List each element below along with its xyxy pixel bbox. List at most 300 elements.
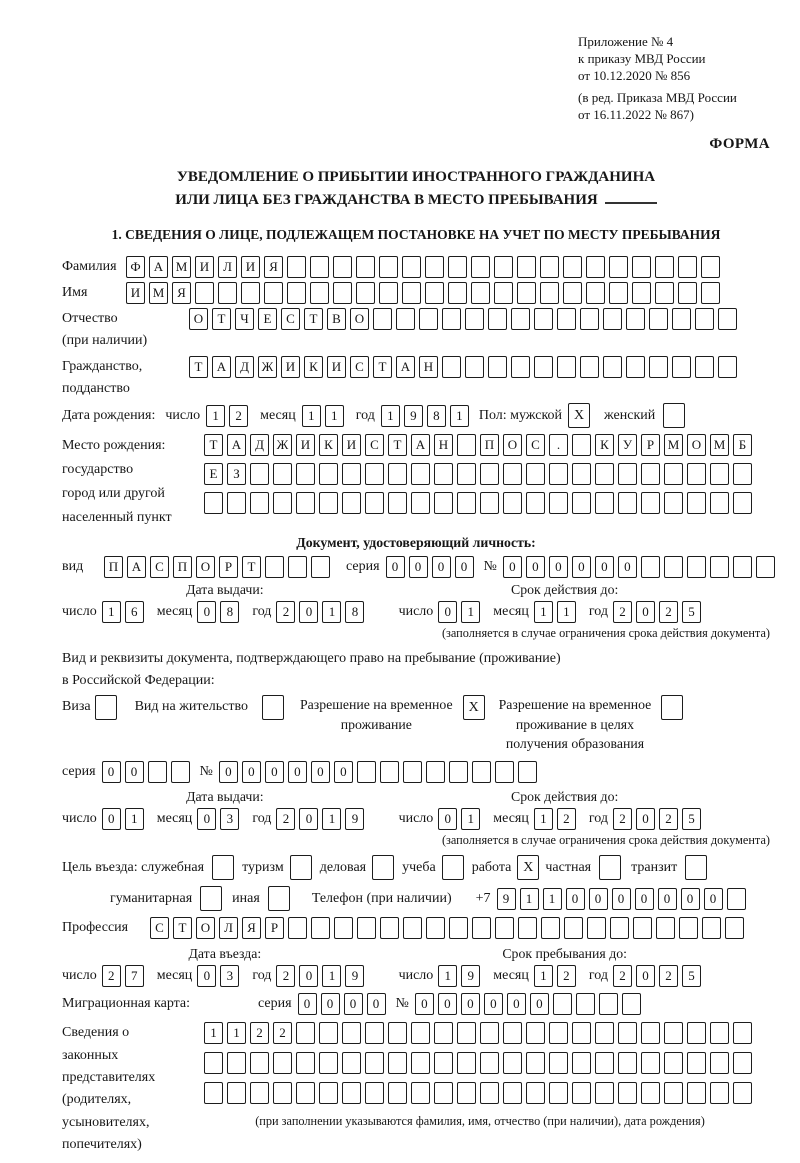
char-cell[interactable] [287,282,306,304]
char-cell[interactable] [319,492,338,514]
char-cell[interactable] [356,282,375,304]
char-cell[interactable] [204,1052,223,1074]
char-cell[interactable] [687,1022,706,1044]
char-cell[interactable]: У [618,434,637,456]
char-cell[interactable] [365,463,384,485]
char-cell[interactable] [411,1082,430,1104]
char-cell[interactable] [403,917,422,939]
char-cell[interactable]: Т [242,556,261,578]
char-cell[interactable] [195,282,214,304]
char-cell[interactable] [411,1052,430,1074]
char-cell[interactable]: 1 [461,601,480,623]
char-cell[interactable] [457,492,476,514]
char-cell[interactable] [549,1082,568,1104]
char-cell[interactable]: Т [173,917,192,939]
purpose-transit-checkbox[interactable] [685,855,707,880]
char-cell[interactable]: 2 [102,965,121,987]
char-cell[interactable]: 0 [102,808,121,830]
char-cell[interactable]: 9 [345,965,364,987]
char-cell[interactable] [411,1022,430,1044]
char-cell[interactable] [710,1082,729,1104]
char-cell[interactable]: 1 [322,601,341,623]
char-cell[interactable] [342,1082,361,1104]
char-cell[interactable] [357,761,376,783]
char-cell[interactable] [632,256,651,278]
char-cell[interactable] [403,761,422,783]
char-cell[interactable] [373,308,392,330]
char-cell[interactable] [365,1052,384,1074]
char-cell[interactable] [580,356,599,378]
female-checkbox[interactable] [663,403,685,428]
char-cell[interactable] [695,308,714,330]
char-cell[interactable]: 0 [242,761,261,783]
char-cell[interactable] [434,1082,453,1104]
char-cell[interactable]: 2 [613,601,632,623]
char-cell[interactable] [503,1082,522,1104]
char-cell[interactable] [287,256,306,278]
char-cell[interactable] [334,917,353,939]
char-cell[interactable]: 5 [682,965,701,987]
char-cell[interactable] [632,282,651,304]
char-cell[interactable] [572,1082,591,1104]
char-cell[interactable]: 1 [206,405,225,427]
char-cell[interactable]: 1 [534,601,553,623]
char-cell[interactable] [595,1052,614,1074]
char-cell[interactable]: А [149,256,168,278]
char-cell[interactable]: 0 [549,556,568,578]
char-cell[interactable] [549,492,568,514]
char-cell[interactable] [402,282,421,304]
char-cell[interactable] [553,993,572,1015]
char-cell[interactable] [518,761,537,783]
char-cell[interactable] [541,917,560,939]
char-cell[interactable] [664,492,683,514]
char-cell[interactable]: С [150,917,169,939]
char-cell[interactable]: 1 [325,405,344,427]
purpose-other-checkbox[interactable] [268,886,290,911]
char-cell[interactable] [557,308,576,330]
char-cell[interactable]: И [342,434,361,456]
char-cell[interactable] [250,1052,269,1074]
char-cell[interactable]: 1 [450,405,469,427]
char-cell[interactable]: Н [434,434,453,456]
char-cell[interactable] [310,282,329,304]
char-cell[interactable]: Р [641,434,660,456]
char-cell[interactable] [296,1082,315,1104]
char-cell[interactable] [319,1052,338,1074]
char-cell[interactable] [471,256,490,278]
char-cell[interactable] [664,463,683,485]
char-cell[interactable] [365,492,384,514]
char-cell[interactable] [572,492,591,514]
char-cell[interactable]: 8 [345,601,364,623]
char-cell[interactable]: О [503,434,522,456]
char-cell[interactable] [273,1082,292,1104]
char-cell[interactable] [517,256,536,278]
char-cell[interactable]: 0 [299,965,318,987]
char-cell[interactable] [480,492,499,514]
char-cell[interactable] [725,917,744,939]
char-cell[interactable] [710,556,729,578]
char-cell[interactable] [622,993,641,1015]
char-cell[interactable]: Т [212,308,231,330]
char-cell[interactable] [595,1022,614,1044]
char-cell[interactable]: 1 [543,888,562,910]
char-cell[interactable]: 2 [250,1022,269,1044]
char-cell[interactable] [678,282,697,304]
char-cell[interactable] [273,492,292,514]
char-cell[interactable]: 3 [220,808,239,830]
char-cell[interactable] [518,917,537,939]
char-cell[interactable] [618,1082,637,1104]
char-cell[interactable] [595,492,614,514]
char-cell[interactable] [649,356,668,378]
char-cell[interactable] [655,256,674,278]
char-cell[interactable] [457,434,476,456]
char-cell[interactable]: 0 [636,808,655,830]
char-cell[interactable] [586,256,605,278]
char-cell[interactable] [641,463,660,485]
char-cell[interactable] [264,282,283,304]
char-cell[interactable] [457,463,476,485]
char-cell[interactable] [204,1082,223,1104]
char-cell[interactable] [641,1052,660,1074]
char-cell[interactable]: В [327,308,346,330]
char-cell[interactable] [288,917,307,939]
char-cell[interactable]: М [149,282,168,304]
char-cell[interactable] [342,463,361,485]
char-cell[interactable] [250,1082,269,1104]
char-cell[interactable] [610,917,629,939]
char-cell[interactable] [549,1052,568,1074]
char-cell[interactable] [342,1052,361,1074]
char-cell[interactable] [148,761,167,783]
char-cell[interactable]: 0 [595,556,614,578]
char-cell[interactable] [664,556,683,578]
char-cell[interactable]: С [150,556,169,578]
char-cell[interactable] [480,1082,499,1104]
char-cell[interactable]: К [595,434,614,456]
char-cell[interactable] [687,463,706,485]
char-cell[interactable] [465,356,484,378]
char-cell[interactable] [603,308,622,330]
char-cell[interactable]: 0 [125,761,144,783]
char-cell[interactable] [710,492,729,514]
char-cell[interactable]: 0 [503,556,522,578]
char-cell[interactable] [733,1022,752,1044]
char-cell[interactable] [756,556,775,578]
char-cell[interactable] [472,917,491,939]
char-cell[interactable] [587,917,606,939]
char-cell[interactable] [710,1052,729,1074]
char-cell[interactable]: 1 [204,1022,223,1044]
char-cell[interactable] [649,308,668,330]
char-cell[interactable]: Ф [126,256,145,278]
char-cell[interactable] [449,761,468,783]
char-cell[interactable] [701,282,720,304]
char-cell[interactable]: 0 [438,993,457,1015]
char-cell[interactable] [695,356,714,378]
char-cell[interactable] [388,1022,407,1044]
char-cell[interactable]: 0 [636,601,655,623]
char-cell[interactable]: 0 [288,761,307,783]
char-cell[interactable] [273,1052,292,1074]
char-cell[interactable] [388,1052,407,1074]
char-cell[interactable] [733,463,752,485]
char-cell[interactable] [457,1052,476,1074]
char-cell[interactable] [679,917,698,939]
char-cell[interactable]: 0 [219,761,238,783]
char-cell[interactable]: С [350,356,369,378]
char-cell[interactable] [549,1022,568,1044]
char-cell[interactable]: Е [258,308,277,330]
char-cell[interactable]: С [281,308,300,330]
char-cell[interactable] [710,1022,729,1044]
char-cell[interactable]: Е [204,463,223,485]
char-cell[interactable] [687,1082,706,1104]
char-cell[interactable] [411,492,430,514]
char-cell[interactable] [511,356,530,378]
char-cell[interactable] [402,256,421,278]
char-cell[interactable]: И [126,282,145,304]
char-cell[interactable]: 0 [415,993,434,1015]
char-cell[interactable]: Л [218,256,237,278]
char-cell[interactable] [572,1022,591,1044]
char-cell[interactable] [576,993,595,1015]
char-cell[interactable] [380,917,399,939]
purpose-official-checkbox[interactable] [212,855,234,880]
char-cell[interactable] [448,256,467,278]
char-cell[interactable] [672,356,691,378]
char-cell[interactable] [702,917,721,939]
char-cell[interactable] [603,356,622,378]
char-cell[interactable]: 0 [455,556,474,578]
char-cell[interactable] [434,492,453,514]
char-cell[interactable] [701,256,720,278]
char-cell[interactable] [227,1052,246,1074]
char-cell[interactable] [457,1022,476,1044]
char-cell[interactable]: А [127,556,146,578]
char-cell[interactable]: И [195,256,214,278]
temp-residence-edu-checkbox[interactable] [661,695,683,720]
purpose-work-checkbox[interactable]: X [517,855,539,880]
char-cell[interactable] [563,256,582,278]
char-cell[interactable] [319,1022,338,1044]
char-cell[interactable] [511,308,530,330]
char-cell[interactable] [733,492,752,514]
char-cell[interactable]: Т [204,434,223,456]
char-cell[interactable] [618,1052,637,1074]
char-cell[interactable]: Ч [235,308,254,330]
char-cell[interactable] [503,463,522,485]
char-cell[interactable]: Т [304,308,323,330]
char-cell[interactable]: 6 [125,601,144,623]
char-cell[interactable] [311,556,330,578]
char-cell[interactable]: 0 [197,601,216,623]
char-cell[interactable] [480,463,499,485]
purpose-study-checkbox[interactable] [442,855,464,880]
char-cell[interactable]: 0 [438,808,457,830]
char-cell[interactable] [434,1052,453,1074]
male-checkbox[interactable]: X [568,403,590,428]
char-cell[interactable] [288,556,307,578]
char-cell[interactable]: 0 [612,888,631,910]
char-cell[interactable]: 2 [659,965,678,987]
char-cell[interactable]: 0 [102,761,121,783]
char-cell[interactable]: О [196,917,215,939]
char-cell[interactable] [687,556,706,578]
char-cell[interactable]: 5 [682,808,701,830]
char-cell[interactable]: 0 [298,993,317,1015]
char-cell[interactable] [241,282,260,304]
char-cell[interactable] [687,1052,706,1074]
char-cell[interactable]: 2 [659,601,678,623]
char-cell[interactable] [586,282,605,304]
char-cell[interactable]: И [327,356,346,378]
char-cell[interactable]: 0 [461,993,480,1015]
char-cell[interactable]: Ж [258,356,277,378]
char-cell[interactable] [442,308,461,330]
char-cell[interactable]: О [196,556,215,578]
char-cell[interactable] [250,463,269,485]
char-cell[interactable]: 0 [265,761,284,783]
char-cell[interactable]: 1 [381,405,400,427]
char-cell[interactable] [641,1022,660,1044]
char-cell[interactable]: 2 [659,808,678,830]
char-cell[interactable]: М [172,256,191,278]
temp-residence-checkbox[interactable]: X [463,695,485,720]
char-cell[interactable] [526,1052,545,1074]
char-cell[interactable] [526,1082,545,1104]
char-cell[interactable]: К [304,356,323,378]
purpose-private-checkbox[interactable] [599,855,621,880]
char-cell[interactable]: П [480,434,499,456]
char-cell[interactable]: А [227,434,246,456]
char-cell[interactable]: 2 [557,808,576,830]
char-cell[interactable] [641,492,660,514]
char-cell[interactable]: 3 [220,965,239,987]
char-cell[interactable] [388,463,407,485]
char-cell[interactable] [250,492,269,514]
purpose-humanitarian-checkbox[interactable] [200,886,222,911]
char-cell[interactable]: А [212,356,231,378]
char-cell[interactable] [480,1022,499,1044]
char-cell[interactable] [426,917,445,939]
char-cell[interactable]: 8 [427,405,446,427]
char-cell[interactable]: 1 [227,1022,246,1044]
char-cell[interactable] [449,917,468,939]
char-cell[interactable]: 1 [102,601,121,623]
char-cell[interactable] [388,492,407,514]
char-cell[interactable]: 1 [534,965,553,987]
char-cell[interactable]: 2 [613,965,632,987]
char-cell[interactable] [218,282,237,304]
char-cell[interactable]: Т [189,356,208,378]
char-cell[interactable] [503,1052,522,1074]
char-cell[interactable] [672,308,691,330]
char-cell[interactable]: 0 [681,888,700,910]
char-cell[interactable] [540,282,559,304]
char-cell[interactable] [388,1082,407,1104]
char-cell[interactable]: А [396,356,415,378]
char-cell[interactable]: Р [265,917,284,939]
char-cell[interactable]: 0 [299,601,318,623]
char-cell[interactable] [457,1082,476,1104]
char-cell[interactable]: 0 [484,993,503,1015]
char-cell[interactable] [311,917,330,939]
char-cell[interactable] [534,308,553,330]
char-cell[interactable]: З [227,463,246,485]
char-cell[interactable] [273,463,292,485]
char-cell[interactable]: 0 [618,556,637,578]
char-cell[interactable]: С [526,434,545,456]
char-cell[interactable] [448,282,467,304]
char-cell[interactable] [557,356,576,378]
char-cell[interactable] [572,1052,591,1074]
char-cell[interactable]: 0 [507,993,526,1015]
char-cell[interactable]: 0 [334,761,353,783]
char-cell[interactable] [419,308,438,330]
char-cell[interactable] [465,308,484,330]
char-cell[interactable]: Б [733,434,752,456]
char-cell[interactable]: 2 [557,965,576,987]
char-cell[interactable] [480,1052,499,1074]
char-cell[interactable] [572,463,591,485]
char-cell[interactable] [664,1022,683,1044]
char-cell[interactable]: 0 [704,888,723,910]
char-cell[interactable] [494,256,513,278]
char-cell[interactable] [265,556,284,578]
char-cell[interactable] [495,917,514,939]
char-cell[interactable] [563,282,582,304]
char-cell[interactable] [365,1022,384,1044]
char-cell[interactable]: М [664,434,683,456]
char-cell[interactable] [488,356,507,378]
char-cell[interactable]: 0 [530,993,549,1015]
char-cell[interactable]: 0 [386,556,405,578]
char-cell[interactable]: Д [235,356,254,378]
char-cell[interactable] [379,256,398,278]
char-cell[interactable]: И [296,434,315,456]
char-cell[interactable] [319,1082,338,1104]
char-cell[interactable] [357,917,376,939]
char-cell[interactable]: 0 [572,556,591,578]
char-cell[interactable] [633,917,652,939]
char-cell[interactable]: 0 [409,556,428,578]
char-cell[interactable] [641,1082,660,1104]
char-cell[interactable]: Я [242,917,261,939]
char-cell[interactable] [319,463,338,485]
char-cell[interactable]: Л [219,917,238,939]
char-cell[interactable]: О [687,434,706,456]
char-cell[interactable] [727,888,746,910]
char-cell[interactable] [626,356,645,378]
char-cell[interactable] [564,917,583,939]
char-cell[interactable]: 0 [197,808,216,830]
char-cell[interactable]: 1 [520,888,539,910]
char-cell[interactable] [687,492,706,514]
char-cell[interactable] [227,492,246,514]
char-cell[interactable]: 7 [125,965,144,987]
char-cell[interactable] [526,1022,545,1044]
purpose-business-checkbox[interactable] [372,855,394,880]
char-cell[interactable] [626,308,645,330]
char-cell[interactable] [380,761,399,783]
char-cell[interactable]: 0 [344,993,363,1015]
char-cell[interactable]: Н [419,356,438,378]
char-cell[interactable]: 1 [534,808,553,830]
char-cell[interactable]: П [173,556,192,578]
